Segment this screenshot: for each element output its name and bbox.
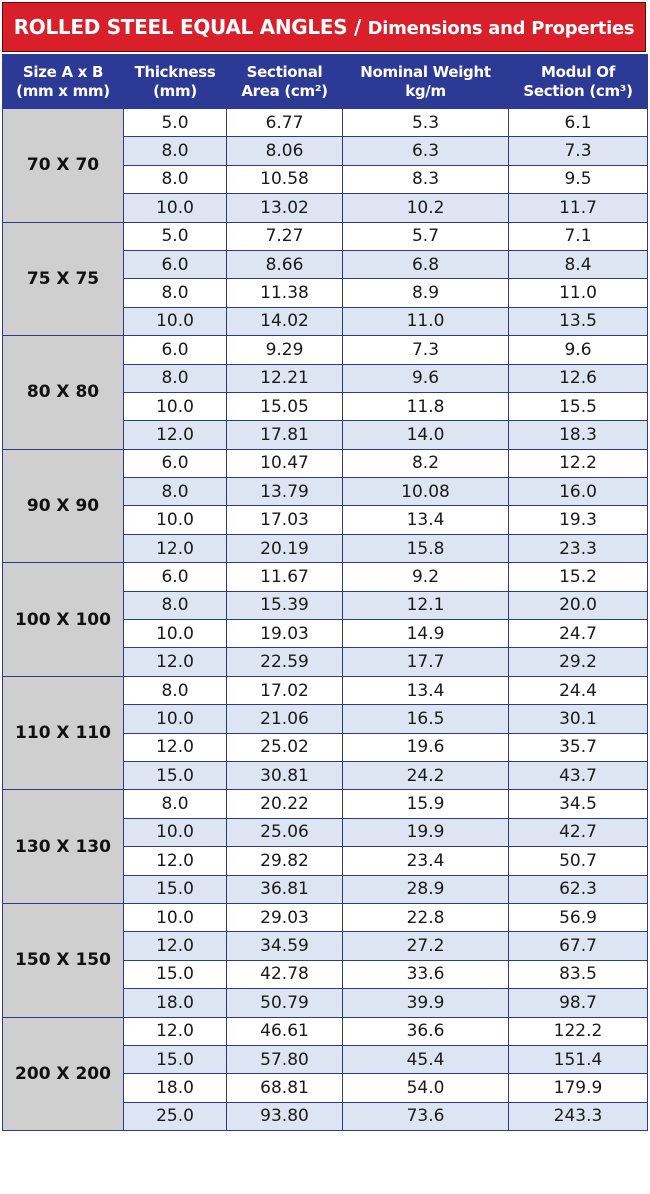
- column-header-line1: Modul Of: [541, 62, 615, 81]
- thickness-cell: 10.0: [124, 903, 227, 931]
- size-cell: 90 X 90: [3, 449, 124, 563]
- weight-cell: 10.2: [343, 194, 509, 222]
- modulus-cell: 7.3: [509, 137, 648, 165]
- modulus-cell: 24.7: [509, 620, 648, 648]
- area-cell: 20.19: [227, 534, 343, 562]
- thickness-cell: 12.0: [124, 534, 227, 562]
- area-cell: 13.79: [227, 478, 343, 506]
- size-cell: 75 X 75: [3, 222, 124, 336]
- weight-cell: 11.8: [343, 392, 509, 420]
- modulus-cell: 6.1: [509, 109, 648, 137]
- thickness-cell: 8.0: [124, 591, 227, 619]
- size-cell: 150 X 150: [3, 903, 124, 1017]
- weight-cell: 9.6: [343, 364, 509, 392]
- area-cell: 9.29: [227, 336, 343, 364]
- weight-cell: 14.0: [343, 421, 509, 449]
- thickness-cell: 6.0: [124, 250, 227, 278]
- thickness-cell: 5.0: [124, 109, 227, 137]
- area-cell: 13.02: [227, 194, 343, 222]
- area-cell: 22.59: [227, 648, 343, 676]
- modulus-cell: 13.5: [509, 307, 648, 335]
- size-cell: 110 X 110: [3, 676, 124, 790]
- area-cell: 68.81: [227, 1074, 343, 1102]
- modulus-cell: 179.9: [509, 1074, 648, 1102]
- area-cell: 6.77: [227, 109, 343, 137]
- header-row: [3, 55, 648, 109]
- modulus-cell: 67.7: [509, 932, 648, 960]
- modulus-cell: 56.9: [509, 903, 648, 931]
- size-cell: 80 X 80: [3, 336, 124, 450]
- modulus-cell: 16.0: [509, 478, 648, 506]
- weight-cell: 73.6: [343, 1102, 509, 1130]
- size-cell: 130 X 130: [3, 790, 124, 904]
- area-cell: 17.81: [227, 421, 343, 449]
- modulus-cell: 29.2: [509, 648, 648, 676]
- area-cell: 57.80: [227, 1045, 343, 1073]
- thickness-cell: 8.0: [124, 137, 227, 165]
- weight-cell: 15.8: [343, 534, 509, 562]
- table-row: [3, 222, 648, 250]
- thickness-cell: 10.0: [124, 506, 227, 534]
- modulus-cell: 34.5: [509, 790, 648, 818]
- thickness-cell: 12.0: [124, 421, 227, 449]
- title-separator: /: [347, 15, 368, 39]
- area-cell: 93.80: [227, 1102, 343, 1130]
- thickness-cell: 15.0: [124, 1045, 227, 1073]
- modulus-cell: 12.2: [509, 449, 648, 477]
- modulus-cell: 23.3: [509, 534, 648, 562]
- weight-cell: 16.5: [343, 705, 509, 733]
- column-header-section-modulus: [509, 55, 648, 109]
- weight-cell: 13.4: [343, 676, 509, 704]
- thickness-cell: 8.0: [124, 364, 227, 392]
- area-cell: 12.21: [227, 364, 343, 392]
- area-cell: 17.02: [227, 676, 343, 704]
- area-cell: 42.78: [227, 960, 343, 988]
- thickness-cell: 15.0: [124, 875, 227, 903]
- column-header-line1: Thickness: [134, 62, 216, 81]
- area-cell: 50.79: [227, 989, 343, 1017]
- modulus-cell: 98.7: [509, 989, 648, 1017]
- weight-cell: 7.3: [343, 336, 509, 364]
- weight-cell: 10.08: [343, 478, 509, 506]
- area-cell: 17.03: [227, 506, 343, 534]
- thickness-cell: 18.0: [124, 989, 227, 1017]
- area-cell: 8.66: [227, 250, 343, 278]
- area-cell: 34.59: [227, 932, 343, 960]
- weight-cell: 23.4: [343, 847, 509, 875]
- modulus-cell: 11.7: [509, 194, 648, 222]
- thickness-cell: 12.0: [124, 1017, 227, 1045]
- modulus-cell: 42.7: [509, 818, 648, 846]
- column-header-sectional-area: [227, 55, 343, 109]
- title-sub: Dimensions and Properties: [367, 18, 635, 39]
- modulus-cell: 151.4: [509, 1045, 648, 1073]
- thickness-cell: 10.0: [124, 194, 227, 222]
- thickness-cell: 8.0: [124, 279, 227, 307]
- weight-cell: 22.8: [343, 903, 509, 931]
- size-cell: 100 X 100: [3, 563, 124, 677]
- area-cell: 15.39: [227, 591, 343, 619]
- area-cell: 30.81: [227, 761, 343, 789]
- table-row: [3, 563, 648, 591]
- thickness-cell: 15.0: [124, 960, 227, 988]
- size-cell: 70 X 70: [3, 109, 124, 223]
- weight-cell: 6.3: [343, 137, 509, 165]
- weight-cell: 36.6: [343, 1017, 509, 1045]
- table-row: [3, 1017, 648, 1045]
- area-cell: 36.81: [227, 875, 343, 903]
- area-cell: 7.27: [227, 222, 343, 250]
- modulus-cell: 8.4: [509, 250, 648, 278]
- area-cell: 25.06: [227, 818, 343, 846]
- column-header-line2: Area (cm²): [241, 81, 328, 100]
- modulus-cell: 62.3: [509, 875, 648, 903]
- thickness-cell: 8.0: [124, 165, 227, 193]
- area-cell: 20.22: [227, 790, 343, 818]
- table-row: [3, 449, 648, 477]
- area-cell: 10.47: [227, 449, 343, 477]
- thickness-cell: 8.0: [124, 790, 227, 818]
- modulus-cell: 24.4: [509, 676, 648, 704]
- table-row: [3, 109, 648, 137]
- thickness-cell: 10.0: [124, 392, 227, 420]
- column-header-size: [3, 55, 124, 109]
- thickness-cell: 12.0: [124, 932, 227, 960]
- weight-cell: 19.6: [343, 733, 509, 761]
- weight-cell: 54.0: [343, 1074, 509, 1102]
- column-header-line2: (mm): [153, 81, 197, 100]
- weight-cell: 11.0: [343, 307, 509, 335]
- thickness-cell: 6.0: [124, 449, 227, 477]
- thickness-cell: 18.0: [124, 1074, 227, 1102]
- weight-cell: 33.6: [343, 960, 509, 988]
- column-header-nominal-weight: [343, 55, 509, 109]
- modulus-cell: 20.0: [509, 591, 648, 619]
- thickness-cell: 12.0: [124, 648, 227, 676]
- weight-cell: 24.2: [343, 761, 509, 789]
- table-body: [3, 109, 648, 1131]
- table-row: [3, 676, 648, 704]
- thickness-cell: 15.0: [124, 761, 227, 789]
- thickness-cell: 6.0: [124, 563, 227, 591]
- weight-cell: 14.9: [343, 620, 509, 648]
- thickness-cell: 25.0: [124, 1102, 227, 1130]
- weight-cell: 19.9: [343, 818, 509, 846]
- page-title: [2, 2, 646, 52]
- weight-cell: 13.4: [343, 506, 509, 534]
- weight-cell: 27.2: [343, 932, 509, 960]
- area-cell: 8.06: [227, 137, 343, 165]
- modulus-cell: 30.1: [509, 705, 648, 733]
- area-cell: 11.38: [227, 279, 343, 307]
- weight-cell: 39.9: [343, 989, 509, 1017]
- modulus-cell: 35.7: [509, 733, 648, 761]
- area-cell: 29.82: [227, 847, 343, 875]
- modulus-cell: 15.5: [509, 392, 648, 420]
- thickness-cell: 10.0: [124, 818, 227, 846]
- table-row: [3, 903, 648, 931]
- weight-cell: 45.4: [343, 1045, 509, 1073]
- thickness-cell: 5.0: [124, 222, 227, 250]
- modulus-cell: 12.6: [509, 364, 648, 392]
- column-header-line1: Size A x B: [22, 62, 104, 81]
- weight-cell: 8.3: [343, 165, 509, 193]
- modulus-cell: 19.3: [509, 506, 648, 534]
- thickness-cell: 10.0: [124, 620, 227, 648]
- table-row: [3, 336, 648, 364]
- modulus-cell: 9.6: [509, 336, 648, 364]
- weight-cell: 5.7: [343, 222, 509, 250]
- area-cell: 25.02: [227, 733, 343, 761]
- thickness-cell: 12.0: [124, 733, 227, 761]
- modulus-cell: 43.7: [509, 761, 648, 789]
- modulus-cell: 243.3: [509, 1102, 648, 1130]
- modulus-cell: 18.3: [509, 421, 648, 449]
- thickness-cell: 6.0: [124, 336, 227, 364]
- modulus-cell: 7.1: [509, 222, 648, 250]
- weight-cell: 15.9: [343, 790, 509, 818]
- area-cell: 15.05: [227, 392, 343, 420]
- thickness-cell: 8.0: [124, 478, 227, 506]
- modulus-cell: 83.5: [509, 960, 648, 988]
- column-header-line1: Nominal Weight: [360, 62, 491, 81]
- area-cell: 11.67: [227, 563, 343, 591]
- weight-cell: 8.2: [343, 449, 509, 477]
- modulus-cell: 50.7: [509, 847, 648, 875]
- area-cell: 21.06: [227, 705, 343, 733]
- column-header-line2: kg/m: [405, 81, 446, 100]
- size-cell: 200 X 200: [3, 1017, 124, 1131]
- title-main: ROLLED STEEL EQUAL ANGLES: [13, 15, 348, 39]
- weight-cell: 5.3: [343, 109, 509, 137]
- column-header-line1: Sectional: [246, 62, 323, 81]
- area-cell: 10.58: [227, 165, 343, 193]
- area-cell: 46.61: [227, 1017, 343, 1045]
- modulus-cell: 122.2: [509, 1017, 648, 1045]
- area-cell: 29.03: [227, 903, 343, 931]
- area-cell: 19.03: [227, 620, 343, 648]
- column-header-thickness: [124, 55, 227, 109]
- thickness-cell: 8.0: [124, 676, 227, 704]
- weight-cell: 6.8: [343, 250, 509, 278]
- column-header-line2: Section (cm³): [523, 81, 633, 100]
- table-row: [3, 790, 648, 818]
- thickness-cell: 12.0: [124, 847, 227, 875]
- weight-cell: 17.7: [343, 648, 509, 676]
- area-cell: 14.02: [227, 307, 343, 335]
- thickness-cell: 10.0: [124, 307, 227, 335]
- weight-cell: 8.9: [343, 279, 509, 307]
- weight-cell: 28.9: [343, 875, 509, 903]
- properties-table: [2, 54, 648, 1131]
- weight-cell: 9.2: [343, 563, 509, 591]
- modulus-cell: 11.0: [509, 279, 648, 307]
- modulus-cell: 15.2: [509, 563, 648, 591]
- weight-cell: 12.1: [343, 591, 509, 619]
- column-header-line2: (mm x mm): [16, 81, 110, 100]
- thickness-cell: 10.0: [124, 705, 227, 733]
- modulus-cell: 9.5: [509, 165, 648, 193]
